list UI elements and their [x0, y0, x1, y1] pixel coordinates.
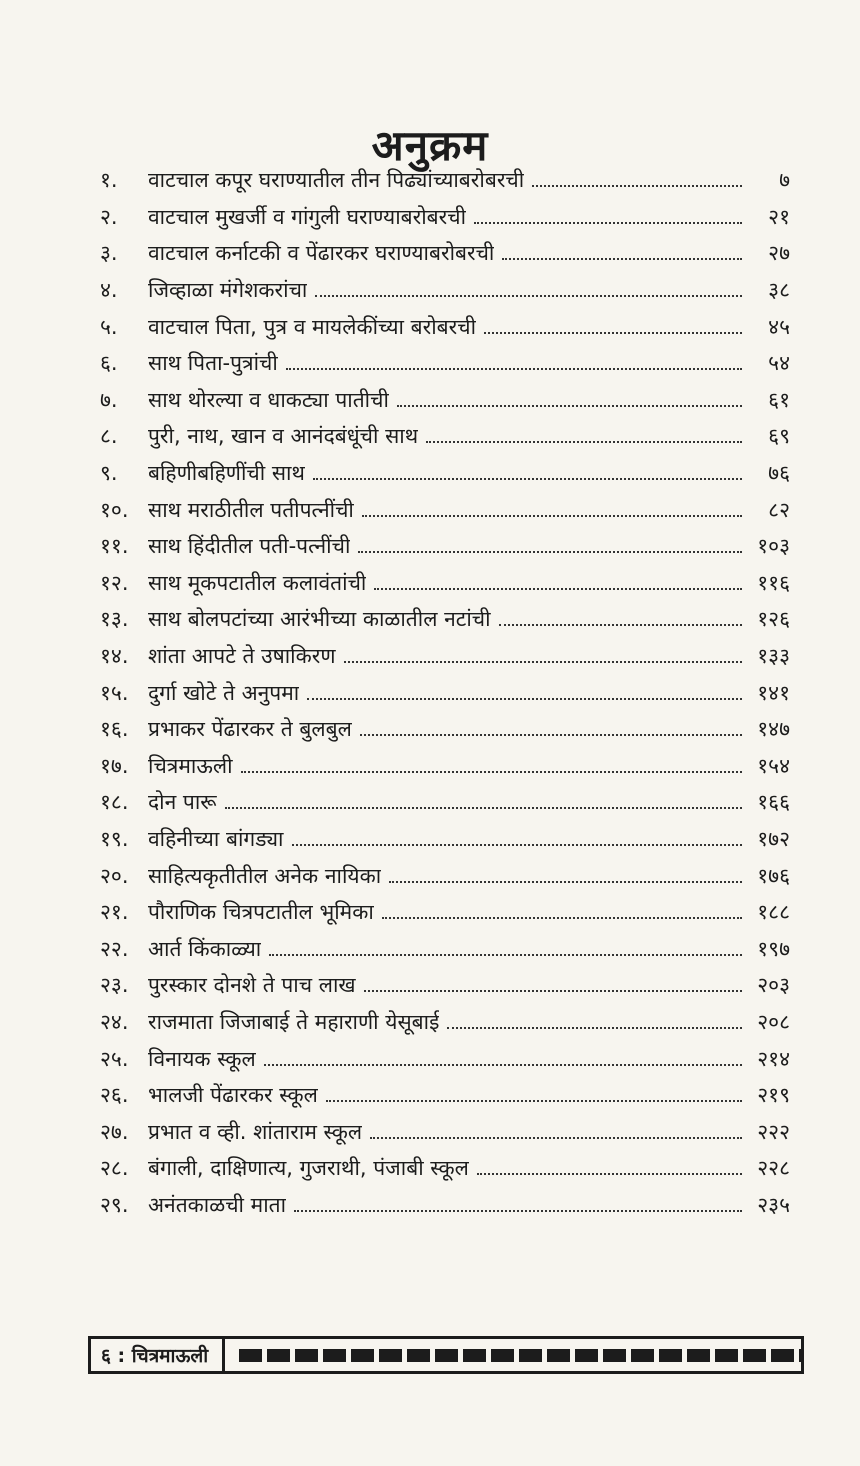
- toc-entry: [100, 455, 790, 492]
- toc-entry-title: आर्त किंकाळ्या: [148, 936, 262, 961]
- dot-leader: [426, 441, 742, 443]
- toc-entry-page: १५४: [757, 753, 790, 778]
- toc-entry-page: १४७: [757, 717, 790, 742]
- toc-entry-title: शांता आपटे ते उषाकिरण: [148, 644, 336, 669]
- toc-entry-number: १९.: [100, 826, 129, 851]
- toc-entry-title: भालजी पेंढारकर स्कूल: [148, 1083, 318, 1108]
- footer-block: [575, 1349, 598, 1362]
- toc-entry-title: दोन पारू: [148, 790, 217, 815]
- dot-leader: [370, 1137, 742, 1139]
- toc-entry-title: वाटचाल कपूर घराण्यातील तीन पिढ्यांच्याबरोबरची: [148, 168, 525, 193]
- toc-entry-number: २५.: [100, 1046, 129, 1071]
- toc-entry-number: २२.: [100, 936, 129, 961]
- toc-entry-page: २१: [768, 204, 790, 229]
- toc-entry-page: ७६: [768, 461, 790, 486]
- dot-leader: [374, 588, 742, 590]
- dot-leader: [447, 1027, 742, 1029]
- toc-entry-number: १५.: [100, 680, 129, 705]
- footer-block: [463, 1349, 486, 1362]
- toc-entry-page: १८८: [757, 900, 790, 925]
- toc-entry-title: पुरी, नाथ, खान व आनंदबंधूंची साथ: [148, 424, 419, 449]
- toc-entry-number: ९.: [100, 461, 118, 486]
- toc-entry-number: ४.: [100, 278, 118, 303]
- toc-entry-page: ४५: [768, 314, 790, 339]
- toc-entry-number: २.: [100, 204, 118, 229]
- toc-entry-page: २१४: [757, 1046, 790, 1071]
- footer-block: [267, 1349, 290, 1362]
- footer-block: [631, 1349, 654, 1362]
- toc-entry-number: ५.: [100, 314, 118, 339]
- toc-entry-page: २७: [768, 241, 790, 266]
- dot-leader: [474, 222, 742, 224]
- toc-entry-page: ६९: [768, 424, 790, 449]
- toc-entry-title: विनायक स्कूल: [148, 1046, 256, 1071]
- toc-entry-page: १०३: [757, 534, 790, 559]
- footer-block: [323, 1349, 346, 1362]
- toc-entry: [100, 528, 790, 565]
- toc-entry: [100, 821, 790, 858]
- toc-entry: [100, 1187, 790, 1224]
- dot-leader: [286, 368, 742, 370]
- table-of-contents: [100, 162, 790, 1223]
- toc-entry-title: साथ हिंदीतील पती-पत्नींची: [148, 534, 351, 559]
- toc-entry: [100, 674, 790, 711]
- toc-entry-title: साथ पिता-पुत्रांची: [148, 351, 278, 376]
- footer-block: [715, 1349, 738, 1362]
- dot-leader: [362, 515, 742, 517]
- toc-entry-page: ८२: [768, 497, 790, 522]
- toc-entry-number: २८.: [100, 1156, 129, 1181]
- toc-entry-title: वाटचाल कर्नाटकी व पेंढारकर घराण्याबरोबरची: [148, 241, 495, 266]
- toc-entry-number: २०.: [100, 863, 129, 888]
- toc-entry: [100, 967, 790, 1004]
- toc-entry-title: जिव्हाळा मंगेशकरांचा: [148, 278, 308, 303]
- toc-entry: [100, 272, 790, 309]
- toc-entry-title: प्रभात व व्ही. शांताराम स्कूल: [148, 1119, 363, 1144]
- toc-entry-page: ७: [779, 168, 790, 193]
- toc-entry: [100, 308, 790, 345]
- toc-entry: [100, 565, 790, 602]
- dot-leader: [389, 881, 742, 883]
- dot-leader: [477, 1173, 742, 1175]
- dot-leader: [360, 734, 742, 736]
- toc-entry-number: १३.: [100, 607, 129, 632]
- toc-entry: [100, 345, 790, 382]
- toc-entry: [100, 1040, 790, 1077]
- toc-entry: [100, 491, 790, 528]
- toc-entry-title: वाटचाल पिता, पुत्र व मायलेकींच्या बरोबरची: [148, 314, 477, 339]
- dot-leader: [326, 1100, 742, 1102]
- toc-entry-number: २९.: [100, 1192, 129, 1217]
- dot-leader: [264, 1064, 742, 1066]
- dot-leader: [484, 332, 742, 334]
- toc-entry-title: साथ मराठीतील पतीपत्नींची: [148, 497, 354, 522]
- dot-leader: [344, 661, 742, 663]
- toc-entry-number: ६.: [100, 351, 118, 376]
- dot-leader: [397, 405, 742, 407]
- footer-block: [547, 1349, 570, 1362]
- footer-block: [379, 1349, 402, 1362]
- footer-block: [519, 1349, 542, 1362]
- dot-leader: [502, 258, 742, 260]
- toc-entry-title: बंगाली, दाक्षिणात्य, गुजराथी, पंजाबी स्कूल: [148, 1156, 469, 1181]
- toc-entry-number: २६.: [100, 1083, 129, 1108]
- toc-entry-number: १४.: [100, 644, 129, 669]
- toc-entry-title: राजमाता जिजाबाई ते महाराणी येसूबाई: [148, 1009, 440, 1034]
- dot-leader: [499, 624, 742, 626]
- toc-entry-title: वहिनीच्या बांगड्या: [148, 826, 284, 851]
- toc-entry-title: साथ थोरल्या व धाकट्या पातीची: [148, 387, 389, 412]
- footer-block: [603, 1349, 626, 1362]
- toc-entry-number: २३.: [100, 973, 129, 998]
- toc-entry: [100, 1113, 790, 1150]
- toc-entry-number: ८.: [100, 424, 118, 449]
- toc-entry-page: १३३: [757, 644, 790, 669]
- dot-leader: [532, 185, 742, 187]
- toc-entry-number: १.: [100, 168, 118, 193]
- footer-block: [407, 1349, 430, 1362]
- toc-entry-title: चित्रमाऊली: [148, 753, 233, 778]
- toc-entry: [100, 748, 790, 785]
- toc-entry-number: २७.: [100, 1119, 129, 1144]
- dot-leader: [382, 917, 742, 919]
- page-title: अनुक्रम: [371, 121, 489, 171]
- toc-entry-title: साहित्यकृतीतील अनेक नायिका: [148, 863, 382, 888]
- toc-entry-page: १९७: [757, 936, 790, 961]
- toc-entry: [100, 638, 790, 675]
- toc-entry-page: ३८: [768, 278, 790, 303]
- toc-entry-page: १७६: [757, 863, 790, 888]
- toc-entry-title: साथ मूकपटातील कलावंतांची: [148, 570, 367, 595]
- page-footer: [88, 1336, 804, 1374]
- footer-decorative-bar: [225, 1339, 801, 1371]
- toc-entry-number: १७.: [100, 753, 129, 778]
- dot-leader: [292, 844, 743, 846]
- toc-entry: [100, 162, 790, 199]
- toc-entry-page: ११६: [757, 570, 790, 595]
- toc-entry-title: वाटचाल मुखर्जी व गांगुली घराण्याबरोबरची: [148, 204, 467, 229]
- footer-block: [743, 1349, 766, 1362]
- toc-entry-number: १२.: [100, 570, 129, 595]
- toc-entry: [100, 199, 790, 236]
- dot-leader: [269, 954, 742, 956]
- toc-entry: [100, 382, 790, 419]
- toc-entry-number: ७.: [100, 387, 118, 412]
- toc-entry-title: प्रभाकर पेंढारकर ते बुलबुल: [148, 717, 352, 742]
- toc-entry-title: दुर्गा खोटे ते अनुपमा: [148, 680, 300, 705]
- toc-entry: [100, 894, 790, 931]
- toc-entry: [100, 235, 790, 272]
- toc-entry: [100, 857, 790, 894]
- footer-block: [351, 1349, 374, 1362]
- toc-entry-page: १७२: [757, 826, 790, 851]
- dot-leader: [307, 698, 742, 700]
- toc-entry-page: २०३: [757, 973, 790, 998]
- toc-entry: [100, 1004, 790, 1041]
- toc-entry-page: ५४: [768, 351, 790, 376]
- toc-entry-number: ३.: [100, 241, 118, 266]
- toc-entry-page: २०८: [757, 1009, 790, 1034]
- toc-entry-number: २४.: [100, 1009, 129, 1034]
- toc-entry: [100, 784, 790, 821]
- toc-entry-title: साथ बोलपटांच्या आरंभीच्या काळातील नटांची: [148, 607, 491, 632]
- footer-block: [239, 1349, 262, 1362]
- footer-block: [799, 1349, 801, 1362]
- toc-entry-title: अनंतकाळची माता: [148, 1192, 287, 1217]
- toc-entry-number: १६.: [100, 717, 129, 742]
- toc-entry: [100, 418, 790, 455]
- footer-block: [659, 1349, 682, 1362]
- toc-entry-page: २२८: [757, 1156, 790, 1181]
- toc-entry: [100, 1077, 790, 1114]
- footer-block: [771, 1349, 794, 1362]
- dot-leader: [313, 478, 742, 480]
- toc-entry-number: १८.: [100, 790, 129, 815]
- toc-entry-page: १२६: [757, 607, 790, 632]
- toc-entry-page: १६६: [757, 790, 790, 815]
- dot-leader: [225, 807, 742, 809]
- footer-block: [295, 1349, 318, 1362]
- toc-entry: [100, 930, 790, 967]
- toc-entry-title: बहिणीबहिणींची साथ: [148, 461, 305, 486]
- toc-entry-page: २१९: [757, 1083, 790, 1108]
- footer-label: ६ : चित्रमाऊली: [91, 1339, 225, 1371]
- footer-block: [491, 1349, 514, 1362]
- footer-block: [687, 1349, 710, 1362]
- dot-leader: [241, 771, 742, 773]
- dot-leader: [315, 295, 742, 297]
- footer-block: [435, 1349, 458, 1362]
- toc-entry-title: पौराणिक चित्रपटातील भूमिका: [148, 900, 374, 925]
- toc-entry-number: ११.: [100, 534, 129, 559]
- toc-entry-page: २३५: [757, 1192, 790, 1217]
- toc-entry: [100, 601, 790, 638]
- toc-entry: [100, 711, 790, 748]
- toc-entry-page: १४१: [757, 680, 790, 705]
- dot-leader: [364, 990, 742, 992]
- toc-entry-page: ६१: [768, 387, 790, 412]
- toc-entry-page: २२२: [757, 1119, 790, 1144]
- dot-leader: [294, 1210, 742, 1212]
- toc-entry-title: पुरस्कार दोनशे ते पाच लाख: [148, 973, 356, 998]
- dot-leader: [358, 551, 742, 553]
- toc-entry: [100, 1150, 790, 1187]
- toc-entry-number: २१.: [100, 900, 129, 925]
- toc-entry-number: १०.: [100, 497, 129, 522]
